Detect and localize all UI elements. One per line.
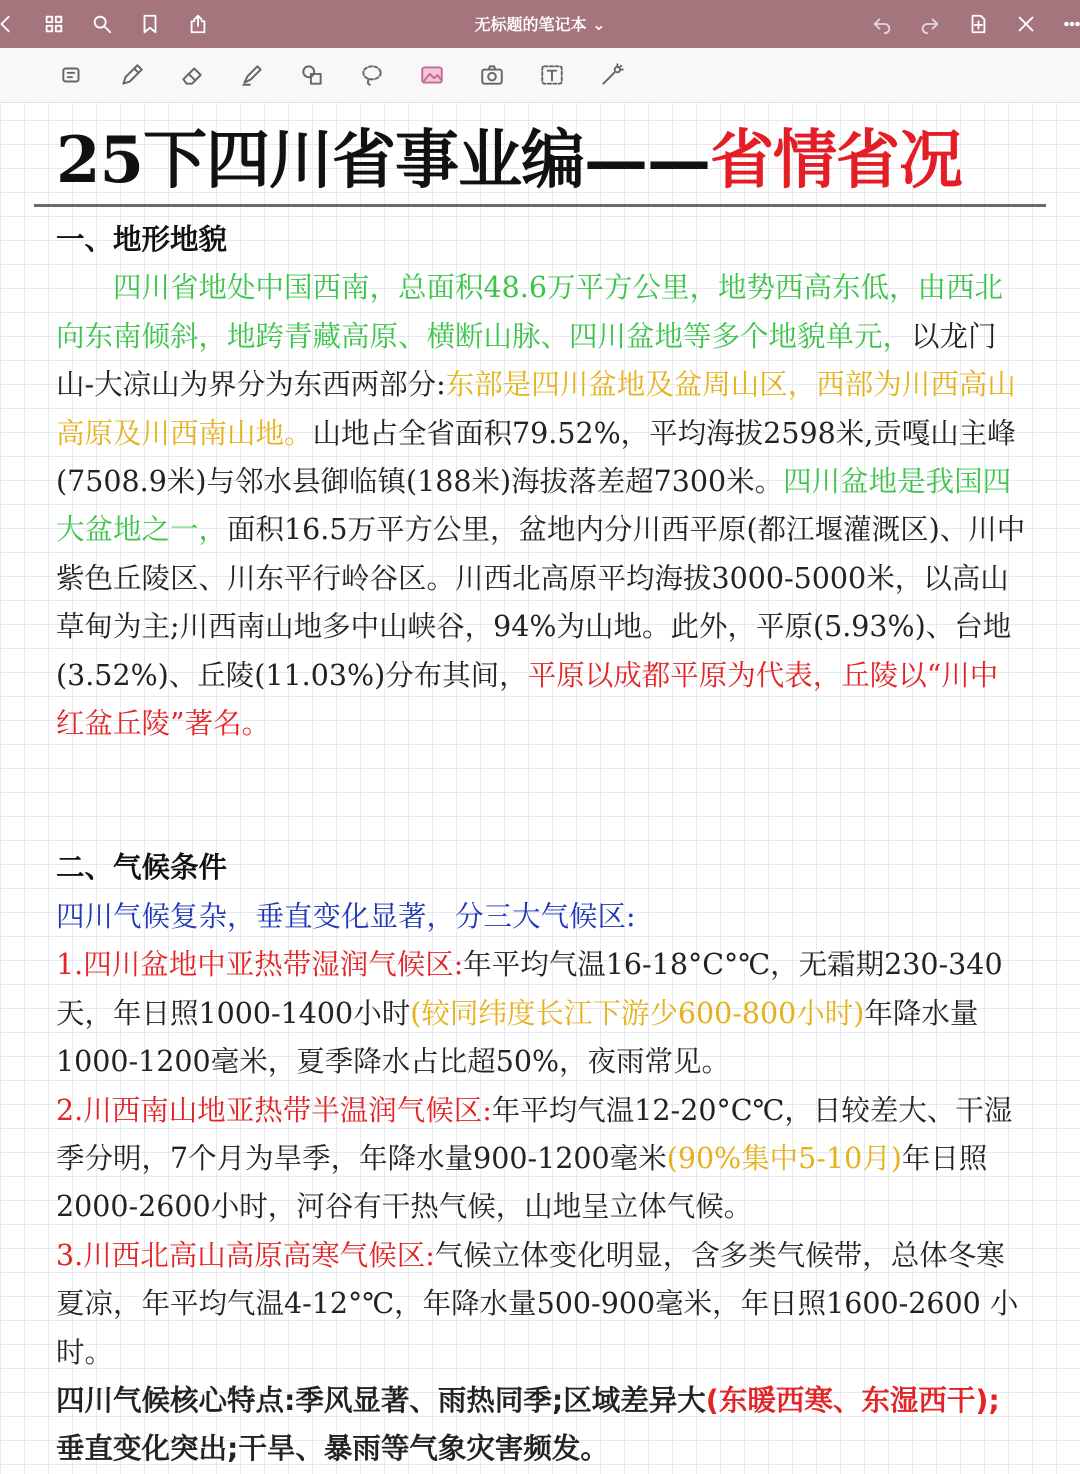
- search-icon[interactable]: [86, 8, 118, 40]
- climate-zone-1-title: 1.四川盆地中亚热带湿润气候区:: [56, 948, 464, 982]
- climate-zone-2-text-1: 年平均气温12-20°C℃，日较差大、干湿季分明，7个月为旱季，年降水量900-1200毫米: [56, 1093, 1013, 1175]
- eraser-icon[interactable]: [175, 58, 209, 92]
- highlighter-icon[interactable]: [235, 58, 269, 92]
- app-titlebar: [0, 0, 1080, 48]
- back-icon[interactable]: [0, 8, 22, 40]
- terrain-text-green-2: 四川盆地是我国四大盆地之一，: [56, 465, 1012, 547]
- climate-intro: 四川气候复杂，垂直变化显著，分三大气候区:: [56, 899, 636, 933]
- section-heading-terrain: 一、地形地貌: [56, 223, 228, 256]
- redo-icon[interactable]: [914, 8, 946, 40]
- drawing-toolbar: [0, 48, 1080, 103]
- pen-icon[interactable]: [115, 58, 149, 92]
- climate-zone-1-text-1: 年平均气温16-18°C°℃，无霜期230-340天，年日照1000-1400小时: [56, 948, 1003, 1030]
- lasso-select-icon[interactable]: [55, 58, 89, 92]
- terrain-paragraph: [56, 264, 1026, 748]
- climate-zone-2-note: (90%集中5-10月): [666, 1141, 902, 1175]
- camera-icon[interactable]: [475, 58, 509, 92]
- terrain-text-black-1: 以龙门山-大凉山为界分为东西两部分:: [56, 319, 997, 402]
- page-title: [56, 118, 962, 204]
- bookmark-icon[interactable]: [134, 8, 166, 40]
- add-page-icon[interactable]: [962, 8, 994, 40]
- climate-zone-2-title: 2.川西南山地亚热带半温润气候区:: [56, 1093, 492, 1127]
- climate-core-note: (东暖西寒、东湿西干);: [705, 1383, 1000, 1417]
- section-spacer: [56, 748, 1026, 796]
- terrain-text-green-1: 四川省地处中国西南，总面积48.6万平方公里，地势西高东低，由西北向东南倾斜，地跨青藏高原、横断山脉、四川盆地等多个地貌单元，: [56, 271, 1003, 353]
- page-title-highlight: 省情省况: [710, 123, 963, 198]
- notebook-title[interactable]: 无标题的笔记本 ⌄: [474, 15, 606, 34]
- page-title-main: 25下四川省事业编——: [56, 123, 711, 198]
- image-icon[interactable]: [415, 58, 449, 92]
- section-heading-climate: 二、气候条件: [56, 851, 228, 885]
- title-divider: [34, 204, 1046, 207]
- section-spacer: [56, 796, 1026, 844]
- note-content: [56, 216, 1026, 1474]
- grid-icon[interactable]: [38, 8, 70, 40]
- chevron-down-icon[interactable]: ⌄: [592, 15, 606, 34]
- shape-icon[interactable]: [295, 58, 329, 92]
- text-box-icon[interactable]: [535, 58, 569, 92]
- close-icon[interactable]: [1010, 8, 1042, 40]
- share-icon[interactable]: [182, 8, 214, 40]
- climate-zone-1-note: (较同纬度长江下游少600-800小时): [410, 996, 865, 1030]
- lasso-icon[interactable]: [355, 58, 389, 92]
- climate-zone-1: [56, 941, 1026, 1086]
- terrain-text-black-3: 面积16.5万平方公里，盆地内分川西平原(都江堰灌溉区)、川中紫色丘陵区、川东平行岭谷区。川西北高原平均海拔3000-5000米，以高山草甸为主;川西南山地多中山峡谷，94%为山地。此外，平原(5.93%)、台地(3.52%)、丘陵(11.03%)分布其间，: [56, 513, 1026, 692]
- climate-zone-2-text-2: 年日照 2000-2600小时，河谷有干热气候，山地呈立体气候。: [56, 1141, 988, 1224]
- climate-zone-3-title: 3.川西北高山高原高寒气候区:: [56, 1238, 435, 1272]
- climate-zone-2: [56, 1087, 1026, 1232]
- terrain-text-yellow: 东部是四川盆地及盆周山区，西部为川西高山高原及川西南山地。: [56, 368, 1016, 450]
- more-icon[interactable]: [1056, 8, 1080, 40]
- climate-core-features: [56, 1377, 1026, 1474]
- undo-icon[interactable]: [866, 8, 898, 40]
- climate-zone-1-text-2: 年降水量 1000-1200毫米，夏季降水占比超50%，夜雨常见。: [56, 996, 979, 1079]
- climate-zone-3: [56, 1232, 1026, 1377]
- climate-core-text-2: 垂直变化突出;干旱、暴雨等气象灾害频发。: [56, 1432, 609, 1466]
- terrain-text-red: 平原以成都平原为代表，丘陵以“川中红盆丘陵”著名。: [56, 658, 999, 741]
- climate-zone-3-text: 气候立体变化明显，含多类气候带，总体冬寒夏凉，年平均气温4-12°℃，年降水量500-900毫米，年日照1600-2600 小时。: [56, 1238, 1019, 1369]
- terrain-text-black-2: 山地占全省面积79.52%，平均海拔2598米,贡嘎山主峰(7508.9米)与邻水县御临镇(188米)海拔落差超7300米。: [56, 416, 1016, 499]
- laser-pointer-icon[interactable]: [595, 58, 629, 92]
- climate-core-text-1: 四川气候核心特点:季风显著、雨热同季;区域差异大: [56, 1383, 706, 1417]
